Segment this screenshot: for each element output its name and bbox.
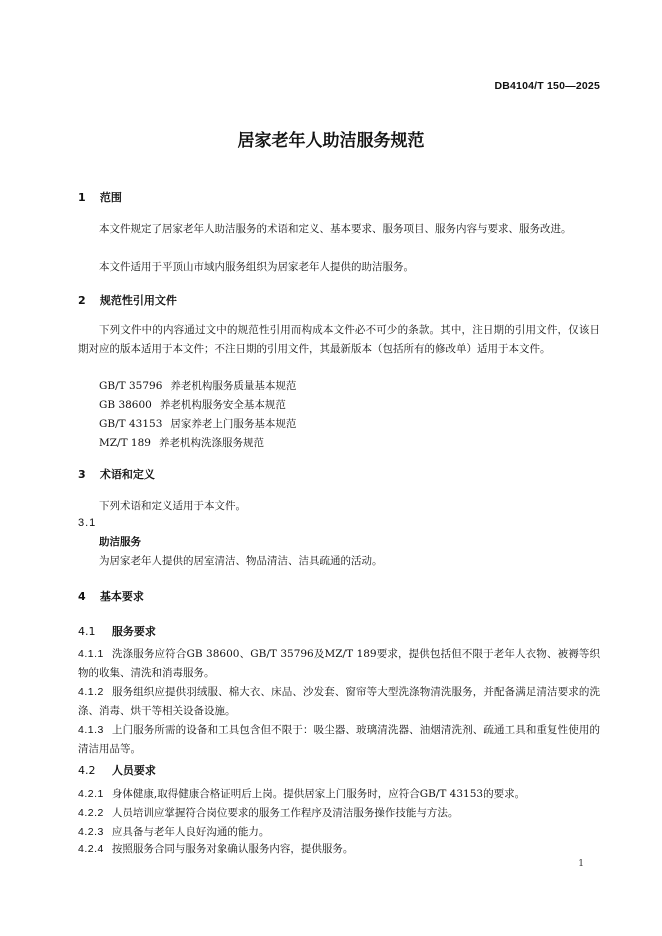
clause-number: 4.2.1 bbox=[78, 788, 104, 800]
clause-4-1-3 bbox=[78, 721, 600, 759]
document-number: DB4104/T 150—2025 bbox=[494, 80, 600, 92]
clause-4-2-4 bbox=[78, 840, 600, 859]
reference-code: MZ/T 189 bbox=[99, 437, 151, 449]
clause-4-1-2 bbox=[78, 683, 600, 721]
reference-code: GB 38600 bbox=[99, 399, 152, 411]
clause-number: 4.1.3 bbox=[78, 724, 104, 736]
clause-number: 4.1.1 bbox=[78, 648, 104, 660]
document-title: 居家老年人助洁服务规范 bbox=[237, 131, 425, 151]
term-definition: 为居家老年人提供的居室清洁、物品清洁、洁具疏通的活动。 bbox=[99, 555, 383, 567]
section-number: 2 bbox=[78, 294, 86, 307]
reference-item bbox=[99, 434, 296, 453]
reference-code: GB/T 43153 bbox=[99, 418, 163, 430]
section-title: 规范性引用文件 bbox=[99, 294, 177, 307]
scope-paragraph-2: 本文件适用于平顶山市域内服务组织为居家老年人提供的助洁服务。 bbox=[99, 261, 414, 273]
clause-text: 服务组织应提供羽绒服、棉大衣、床品、沙发套、窗帘等大型洗涤物清洗服务，并配备满足清洁要求的洗涤、消毒、烘干等相关设备设施。 bbox=[78, 686, 600, 717]
section-title: 基本要求 bbox=[99, 590, 144, 603]
clause-text: 人员培训应掌握符合岗位要求的服务工作程序及清洁服务操作技能与方法。 bbox=[111, 807, 459, 819]
scope-paragraph-1: 本文件规定了居家老年人助洁服务的术语和定义、基本要求、服务项目、服务内容与要求、服务改进。 bbox=[99, 223, 572, 235]
section-number: 3 bbox=[78, 468, 86, 481]
clause-text: 身体健康,取得健康合格证明后上岗。提供居家上门服务时，应符合GB/T 43153的要求。 bbox=[111, 788, 526, 800]
section-number: 4 bbox=[78, 590, 86, 603]
section-heading-terms bbox=[78, 466, 155, 482]
subsection-heading-staff-requirements bbox=[78, 762, 156, 778]
normative-references-intro: 下列文件中的内容通过文中的规范性引用而构成本文件必不可少的条款。其中，注日期的引用文件，仅该日期对应的版本适用于本文件；不注日期的引用文件，其最新版本（包括所有的修改单）适用于本文件。 bbox=[78, 324, 600, 355]
clause-number: 4.1.2 bbox=[78, 686, 104, 698]
section-number: 1 bbox=[78, 191, 86, 204]
reference-item bbox=[99, 377, 296, 396]
section-title: 术语和定义 bbox=[99, 468, 155, 481]
reference-title: 养老机构洗涤服务规范 bbox=[158, 437, 264, 449]
section-heading-basic-requirements bbox=[78, 588, 144, 604]
subsection-title: 服务要求 bbox=[111, 625, 156, 638]
reference-code: GB/T 35796 bbox=[99, 380, 163, 392]
section-heading-normative-references bbox=[78, 292, 177, 308]
reference-item bbox=[99, 396, 296, 415]
terms-intro: 下列术语和定义适用于本文件。 bbox=[99, 500, 246, 512]
subsection-number: 4.2 bbox=[78, 764, 96, 777]
subsection-number: 4.1 bbox=[78, 625, 96, 638]
term-number: 3.1 bbox=[78, 517, 97, 529]
clause-text: 按照服务合同与服务对象确认服务内容，提供服务。 bbox=[111, 843, 354, 855]
page-number: 1 bbox=[578, 859, 584, 869]
reference-item bbox=[99, 415, 296, 434]
clause-4-2-1 bbox=[78, 785, 600, 804]
subsection-heading-service-requirements bbox=[78, 623, 156, 639]
reference-list bbox=[99, 377, 296, 453]
clause-text: 上门服务所需的设备和工具包含但不限于：吸尘器、玻璃清洗器、油烟清洗剂、疏通工具和重复性使用的清洁用品等。 bbox=[78, 724, 600, 755]
term-name: 助洁服务 bbox=[99, 536, 141, 548]
section-heading-scope bbox=[78, 189, 122, 205]
clause-4-1-1 bbox=[78, 645, 600, 683]
clause-number: 4.2.3 bbox=[78, 826, 104, 838]
clause-4-2-2 bbox=[78, 804, 600, 823]
clause-number: 4.2.2 bbox=[78, 807, 104, 819]
subsection-title: 人员要求 bbox=[111, 764, 156, 777]
section-title: 范围 bbox=[99, 191, 122, 204]
reference-title: 居家养老上门服务基本规范 bbox=[170, 418, 297, 430]
reference-title: 养老机构服务质量基本规范 bbox=[170, 380, 297, 392]
clause-number: 4.2.4 bbox=[78, 843, 104, 855]
clause-text: 洗涤服务应符合GB 38600、GB/T 35796及MZ/T 189要求，提供包括但不限于老年人衣物、被褥等织物的收集、清洗和消毒服务。 bbox=[78, 648, 600, 679]
reference-title: 养老机构服务安全基本规范 bbox=[159, 399, 286, 411]
clause-text: 应具备与老年人良好沟通的能力。 bbox=[111, 826, 270, 838]
